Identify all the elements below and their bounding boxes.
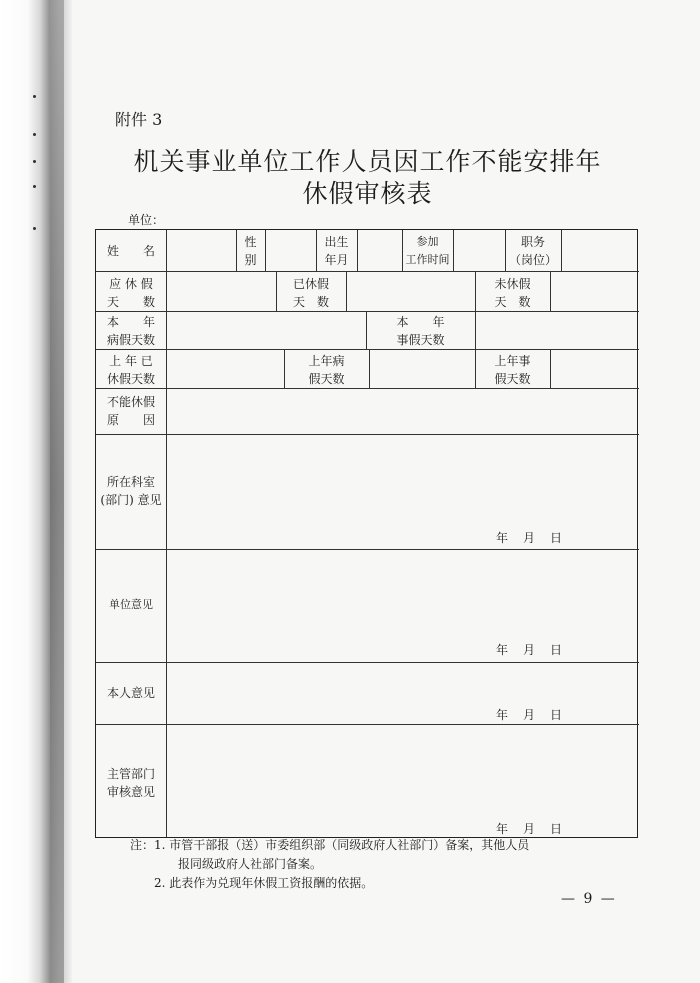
leave-taken-last-year-label: 上 年 已 休假天数 [106,354,155,386]
row-divider [96,662,639,663]
note-2: 2. 此表作为兑现年休假工资报酬的依据。 [154,876,374,890]
page-number: — 9 — [561,891,617,907]
punch-mark [33,95,36,98]
row-divider [96,724,639,725]
reason-label: 不能休假 原 因 [106,395,155,427]
sick-leave-this-year-label: 本 年 病假天数 [106,315,155,347]
col-divider [550,271,551,311]
position-label: 职务 （岗位） [508,235,557,267]
unit-opinion-label: 单位意见 [109,598,153,611]
work-start-label: 参加 工作时间 [405,235,450,266]
remaining-leave-label: 未休假 天 数 [494,277,531,309]
row-divider [96,434,639,435]
due-leave-label: 应 休 假 天 数 [106,277,155,309]
personal-leave-last-year-label: 上年事 假天数 [494,354,531,386]
col-divider [453,230,454,271]
punch-mark [33,227,36,230]
birth-date-label: 出生 年月 [324,235,349,267]
col-divider [357,230,358,271]
col-divider [346,271,347,311]
col-divider [561,230,562,271]
form-title-line2: 休假审核表 [302,179,433,208]
row-divider [96,549,639,550]
row-divider [96,388,639,389]
col-divider [475,311,476,349]
col-divider [369,349,370,388]
attachment-label: 附件 3 [115,110,163,129]
note-1-line-2: 报同级政府人社部门备案。 [178,857,323,871]
unit-label: 单位： [128,213,165,227]
form-notes [130,836,650,893]
date-placeholder: 年月日 [496,531,578,545]
review-form-table [95,229,638,838]
form-title-line1: 机关事业单位工作人员因工作不能安排年 [133,147,602,176]
note-1-line-1: 注：1. 市管干部报（送）市委组织部（同级政府人社部门）备案，其他人员 [130,838,530,852]
row-divider [96,271,639,272]
date-placeholder: 年月日 [496,708,578,722]
col-divider [550,349,551,388]
row-divider [96,311,639,312]
binding-shadow [50,0,64,983]
row-divider [96,349,639,350]
name-label: 姓 名 [106,244,155,258]
supervisor-opinion-label: 主管部门 审核意见 [106,767,155,799]
personal-leave-this-year-label: 本 年 事假天数 [396,315,445,347]
punch-mark [33,185,36,188]
label-column-divider [166,230,167,837]
sick-leave-last-year-label: 上年病 假天数 [308,354,345,386]
date-placeholder: 年月日 [496,643,578,657]
date-placeholder: 年月日 [496,822,578,836]
punch-mark [33,160,36,163]
department-opinion-label: 所在科室 (部门) 意见 [100,475,162,507]
self-opinion-label: 本人意见 [106,686,155,700]
col-divider [265,230,266,271]
punch-mark [33,133,36,136]
gender-label: 性 别 [244,235,257,267]
taken-leave-label: 已休假 天 数 [292,277,329,309]
